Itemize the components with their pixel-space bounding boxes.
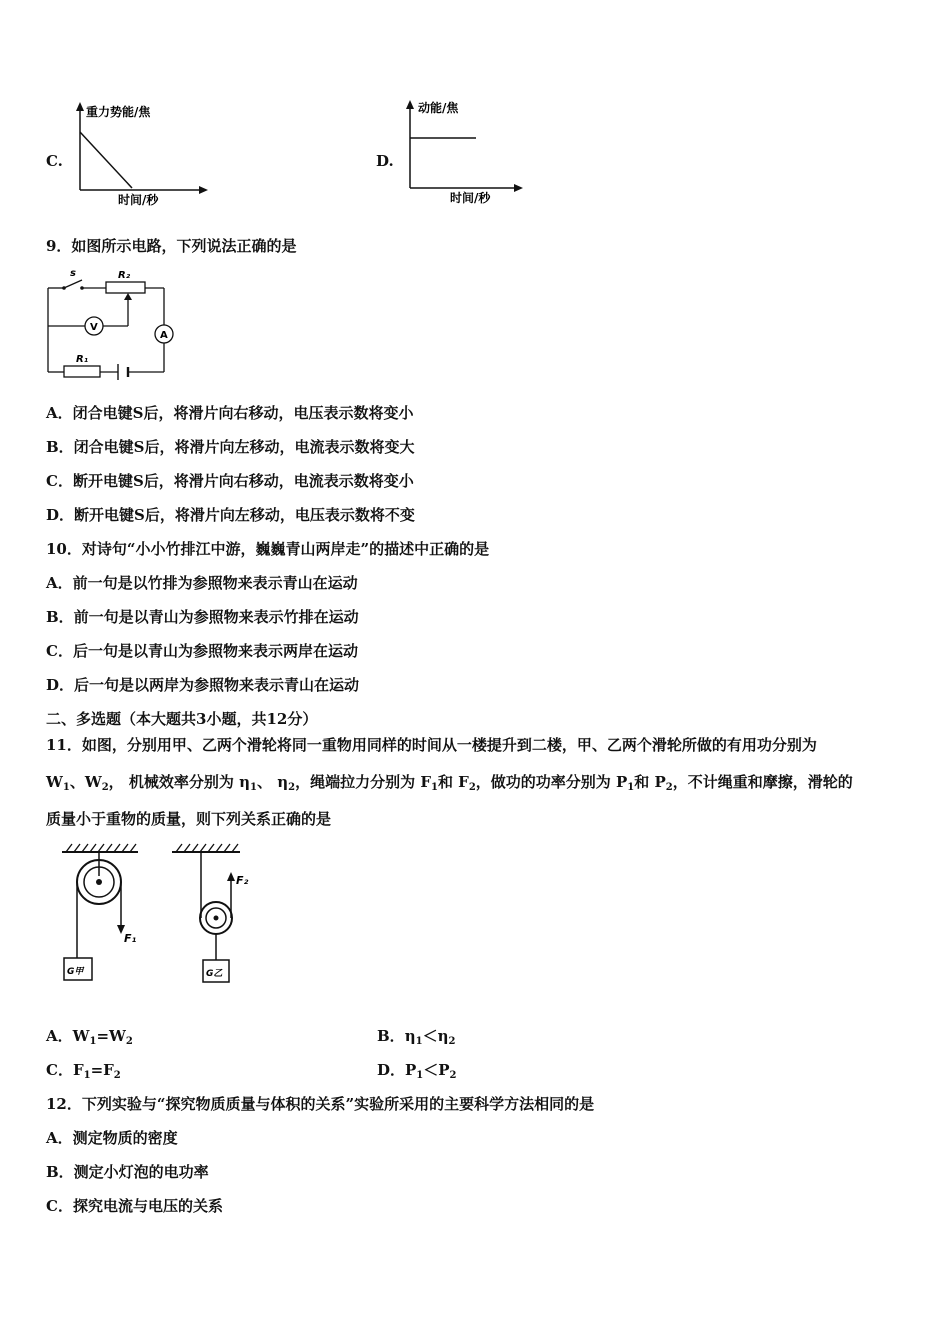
q11-option-c: C．$F_1=F_2$ bbox=[46, 1061, 121, 1081]
q10-option-d: D．后一句是以两岸为参照物来表示青山在运动 bbox=[46, 676, 360, 694]
q11-stem-line-1: 11．如图，分别用甲、乙两个滑轮将同一重物用同样的时间从一楼提升到二楼，甲、乙两个滑轮所做的有用功分别为 bbox=[46, 736, 817, 754]
q11-pulley-diagram bbox=[56, 842, 286, 992]
q11-option-a: A．$W_1=W_2$ bbox=[46, 1027, 133, 1047]
q11-option-d: D．$P_1<P_2$ bbox=[377, 1061, 457, 1081]
q11-f2-label: F₂ bbox=[236, 874, 249, 887]
q10-option-b: B．前一句是以青山为参照物来表示竹排在运动 bbox=[46, 608, 359, 626]
q9-option-b: B．闭合电键S后，将滑片向左移动，电流表示数将变大 bbox=[46, 438, 415, 456]
q9-option-c: C．断开电键S后，将滑片向右移动，电流表示数将变小 bbox=[46, 472, 414, 490]
q12-option-c: C．探究电流与电压的关系 bbox=[46, 1197, 223, 1215]
q11-stem-line-2: $W_1$、$W_2$， 机械效率分别为 $\eta_1$、 $\eta_2$，绳端拉力分别为 $F_1$和 $F_2$，做功的功率分别为 $P_1$和 $P_2$，不计绳重和摩擦，滑轮的 bbox=[46, 773, 853, 793]
q8-graph-d-xlabel: 时间/秒 bbox=[450, 191, 491, 205]
q8-graph-c-ylabel: 重力势能/焦 bbox=[86, 105, 151, 119]
q9-ammeter-label: A bbox=[160, 330, 168, 341]
q8-option-d bbox=[376, 98, 676, 210]
q8-option-c-label: C. bbox=[46, 152, 63, 170]
q9-circuit-diagram bbox=[44, 266, 184, 386]
q8-graph-d bbox=[398, 98, 538, 210]
q12-option-b: B．测定小灯泡的电功率 bbox=[46, 1163, 209, 1181]
q9-voltmeter-label: V bbox=[90, 322, 98, 333]
q11-g-jia-label: G甲 bbox=[67, 967, 84, 977]
q8-graph-d-ylabel: 动能/焦 bbox=[418, 101, 459, 115]
q8-graph-c-xlabel: 时间/秒 bbox=[118, 193, 159, 207]
q10-stem: 10．对诗句“小小竹排江中游，巍巍青山两岸走”的描述中正确的是 bbox=[46, 540, 490, 558]
q9-stem: 9．如图所示电路，下列说法正确的是 bbox=[46, 237, 297, 255]
q12-option-a: A．测定物质的密度 bbox=[46, 1129, 178, 1147]
q9-switch-label: s bbox=[70, 268, 76, 279]
q9-r1-label: R₁ bbox=[76, 354, 89, 365]
q9-option-a: A．闭合电键S后，将滑片向右移动，电压表示数将变小 bbox=[46, 404, 414, 422]
q9-r2-label: R₂ bbox=[118, 270, 131, 281]
q10-option-a: A．前一句是以竹排为参照物来表示青山在运动 bbox=[46, 574, 358, 592]
q11-g-yi-label: G乙 bbox=[206, 969, 223, 979]
q11-stem-line-3: 质量小于重物的质量，则下列关系正确的是 bbox=[46, 810, 332, 828]
q11-f1-label: F₁ bbox=[124, 932, 137, 945]
q9-option-d: D．断开电键S后，将滑片向左移动，电压表示数将不变 bbox=[46, 506, 415, 524]
section-2-title: 二、多选题（本大题共3小题，共12分） bbox=[46, 710, 318, 728]
q10-option-c: C．后一句是以青山为参照物来表示两岸在运动 bbox=[46, 642, 358, 660]
q8-graph-c bbox=[66, 100, 216, 210]
q11-option-b: B．$\eta_1<\eta_2$ bbox=[377, 1027, 456, 1047]
q12-stem: 12．下列实验与“探究物质质量与体积的关系”实验所采用的主要科学方法相同的是 bbox=[46, 1095, 595, 1113]
q8-option-c bbox=[46, 100, 346, 210]
q8-option-d-label: D. bbox=[376, 152, 394, 170]
